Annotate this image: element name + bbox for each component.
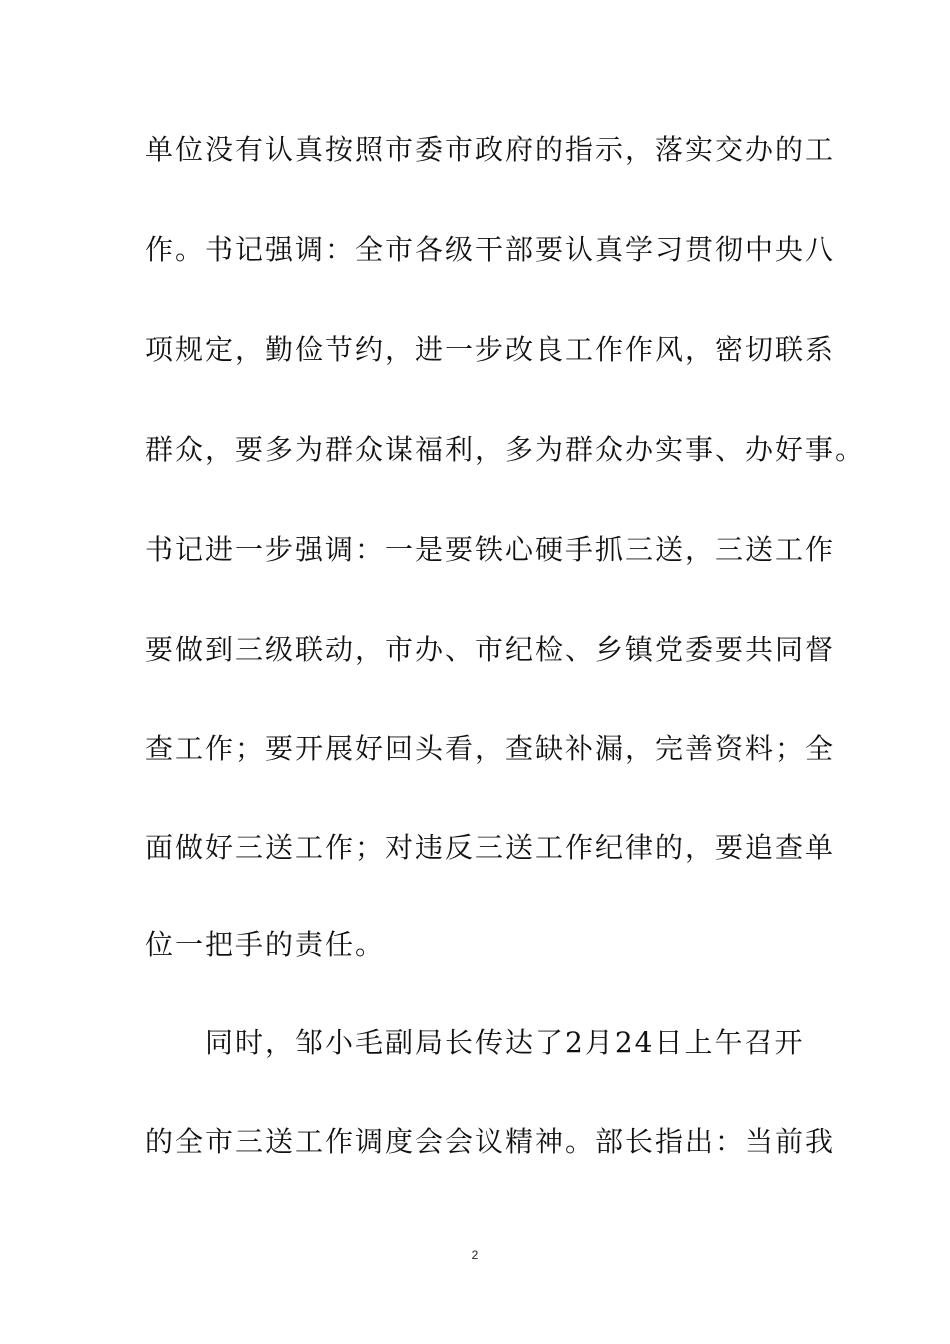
text-line-4: 群众，要多为群众谋福利，多为群众办实事、办好事。	[145, 433, 866, 466]
text-line-7: 查工作；要开展好回头看，查缺补漏，完善资料；全	[145, 732, 836, 765]
text-line-8: 面做好三送工作；对违反三送工作纪律的，要追查单	[145, 831, 836, 864]
text-line-1: 单位没有认真按照市委市政府的指示，落实交办的工	[145, 133, 836, 166]
text-line-10: 同时，邹小毛副局长传达了2月24日上午召开	[205, 1026, 805, 1059]
text-line-9: 位一把手的责任。	[145, 928, 386, 961]
text-line-5: 书记进一步强调：一是要铁心硬手抓三送，三送工作	[145, 533, 836, 566]
text-line-3: 项规定，勤俭节约，进一步改良工作作风，密切联系	[145, 333, 836, 366]
text-line-2: 作。书记强调：全市各级干部要认真学习贯彻中央八	[145, 233, 836, 266]
text-line-11: 的全市三送工作调度会会议精神。部长指出：当前我	[145, 1125, 836, 1158]
page-number: 2	[471, 1248, 479, 1262]
text-line-6: 要做到三级联动，市办、市纪检、乡镇党委要共同督	[145, 633, 836, 666]
